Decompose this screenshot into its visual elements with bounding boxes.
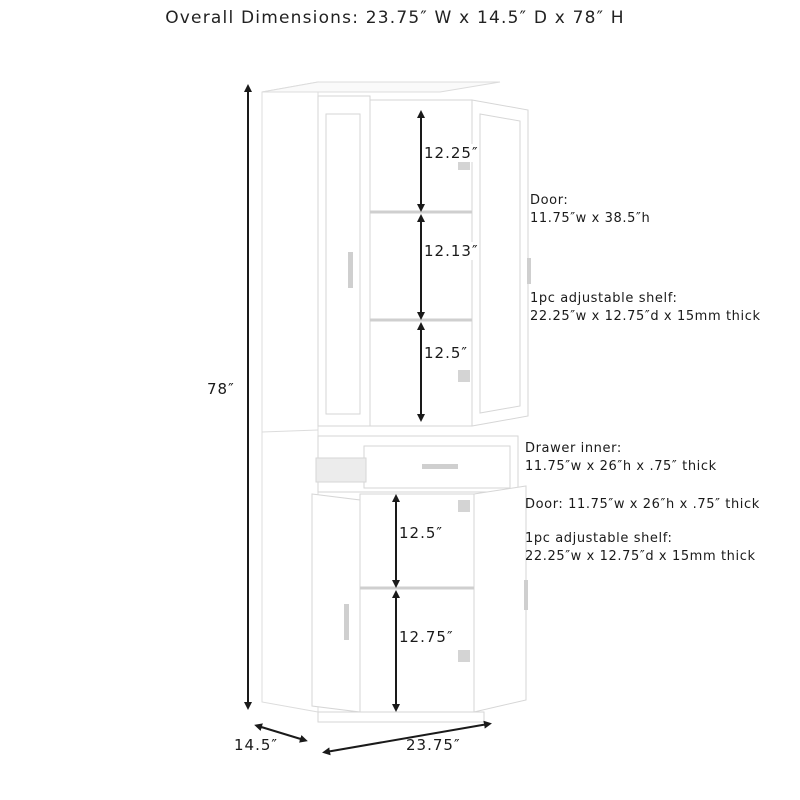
upper-door-spec-label: Door: [530, 193, 569, 208]
depth-label: 14.5″ [234, 736, 279, 754]
drawer-spec-value: 11.75″w x 26″h x .75″ thick [525, 459, 717, 474]
lower-door-spec-text: Door: 11.75″w x 26″h x .75″ thick [525, 497, 760, 512]
lower-cabinet [312, 486, 528, 722]
drawer [316, 436, 518, 492]
upper-door-spec [530, 192, 650, 228]
upper-door-spec-value: 11.75″w x 38.5″h [530, 211, 651, 226]
upper-shelf-label-3: 12.5″ [424, 344, 469, 362]
lower-shelf-label-1: 12.5″ [399, 524, 444, 542]
lower-shelf-label-2: 12.75″ [399, 628, 454, 646]
drawer-spec [525, 440, 717, 476]
upper-shelf-spec [530, 290, 761, 326]
overall-dimensions-title: Overall Dimensions: 23.75″ W x 14.5″ D x 78″ H [165, 8, 625, 28]
height-label: 78″ [207, 380, 235, 398]
lower-shelf-spec-label: 1pc adjustable shelf: [525, 531, 673, 546]
upper-shelf-label-1: 12.25″ [424, 144, 479, 162]
width-label: 23.75″ [406, 736, 461, 754]
lower-shelf-spec-value: 22.25″w x 12.75″d x 15mm thick [525, 549, 756, 564]
lower-shelf-spec [525, 530, 756, 566]
upper-shelf-spec-value: 22.25″w x 12.75″d x 15mm thick [530, 309, 761, 324]
drawer-spec-label: Drawer inner: [525, 441, 622, 456]
upper-shelf-spec-label: 1pc adjustable shelf: [530, 291, 678, 306]
upper-shelf-label-2: 12.13″ [424, 242, 479, 260]
lower-door-spec [525, 496, 760, 514]
